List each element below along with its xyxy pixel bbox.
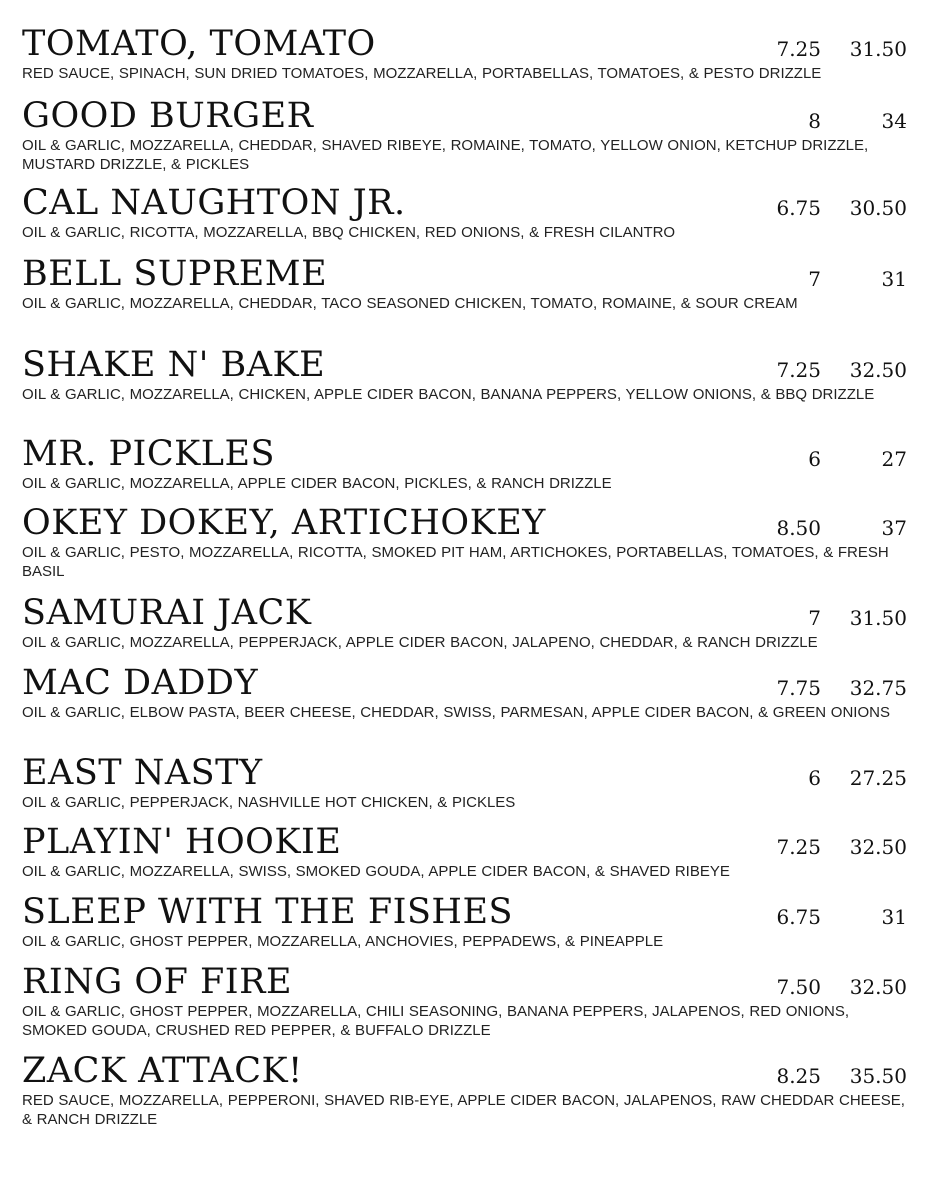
price-small: 7.50 <box>776 975 821 999</box>
menu-item <box>22 254 907 345</box>
menu-item <box>22 892 907 962</box>
price-large: 32.75 <box>849 676 907 700</box>
menu-item <box>22 962 907 1051</box>
item-description: OIL & GARLIC, GHOST PEPPER, MOZZARELLA, CHILI SEASONING, BANANA PEPPERS, JALAPENOS, RED ONIONS, SMOKED GOUDA, CRUSHED RED PEPPER, & BUFFALO DRIZZLE <box>22 1003 850 1039</box>
item-name: SAMURAI JACK <box>22 593 312 633</box>
menu-item <box>22 753 907 822</box>
price-large: 31 <box>881 905 907 929</box>
item-name: SLEEP WITH THE FISHES <box>22 892 513 932</box>
item-prices <box>761 517 907 539</box>
item-prices <box>761 836 907 858</box>
item-description: OIL & GARLIC, MOZZARELLA, CHICKEN, APPLE CIDER BACON, BANANA PEPPERS, YELLOW ONIONS, & BBQ DRIZZLE <box>22 386 875 403</box>
pizza-menu <box>22 24 907 1141</box>
item-description: OIL & GARLIC, MOZZARELLA, PEPPERJACK, APPLE CIDER BACON, JALAPENO, CHEDDAR, & RANCH DRIZZLE <box>22 634 818 651</box>
item-name: OKEY DOKEY, ARTICHOKEY <box>22 503 546 543</box>
menu-item <box>22 663 907 753</box>
price-small: 7.75 <box>776 676 821 700</box>
price-small: 8.25 <box>776 1064 821 1088</box>
price-large: 31 <box>881 267 907 291</box>
price-small: 7.25 <box>776 37 821 61</box>
item-prices <box>761 976 907 998</box>
item-prices <box>761 767 907 789</box>
item-description: RED SAUCE, SPINACH, SUN DRIED TOMATOES, MOZZARELLA, PORTABELLAS, TOMATOES, & PESTO DRIZZLE <box>22 65 822 82</box>
item-name: TOMATO, TOMATO <box>22 24 376 64</box>
item-description: OIL & GARLIC, RICOTTA, MOZZARELLA, BBQ CHICKEN, RED ONIONS, & FRESH CILANTRO <box>22 224 676 241</box>
menu-item <box>22 434 907 503</box>
price-large: 27.25 <box>849 766 907 790</box>
item-name: EAST NASTY <box>22 753 263 793</box>
price-small: 8.50 <box>776 516 821 540</box>
price-large: 30.50 <box>849 196 907 220</box>
price-small: 8 <box>808 109 821 133</box>
price-large: 32.50 <box>849 358 907 382</box>
item-name: MR. PICKLES <box>22 434 276 474</box>
menu-item <box>22 593 907 663</box>
menu-item <box>22 1051 907 1141</box>
price-large: 37 <box>881 516 907 540</box>
item-prices <box>761 359 907 381</box>
price-small: 7.25 <box>776 835 821 859</box>
item-description: RED SAUCE, MOZZARELLA, PEPPERONI, SHAVED RIB-EYE, APPLE CIDER BACON, JALAPENOS, RAW CHEDDAR CHEESE, & RANCH DRIZZLE <box>22 1092 905 1128</box>
item-prices <box>761 607 907 629</box>
item-prices <box>761 677 907 699</box>
price-small: 6.75 <box>776 196 821 220</box>
price-large: 32.50 <box>849 835 907 859</box>
price-small: 6 <box>808 766 821 790</box>
item-description: OIL & GARLIC, MOZZARELLA, SWISS, SMOKED GOUDA, APPLE CIDER BACON, & SHAVED RIBEYE <box>22 863 730 880</box>
item-description: OIL & GARLIC, MOZZARELLA, APPLE CIDER BACON, PICKLES, & RANCH DRIZZLE <box>22 475 612 492</box>
price-small: 6 <box>808 447 821 471</box>
item-name: PLAYIN' HOOKIE <box>22 822 342 862</box>
price-large: 27 <box>881 447 907 471</box>
price-small: 7 <box>808 267 821 291</box>
menu-item <box>22 822 907 892</box>
item-description: OIL & GARLIC, ELBOW PASTA, BEER CHEESE, CHEDDAR, SWISS, PARMESAN, APPLE CIDER BACON, & GREEN ONIONS <box>22 704 890 721</box>
menu-item <box>22 183 907 254</box>
menu-item <box>22 503 907 593</box>
price-large: 34 <box>881 109 907 133</box>
item-prices <box>761 110 907 132</box>
item-description: OIL & GARLIC, GHOST PEPPER, MOZZARELLA, ANCHOVIES, PEPPADEWS, & PINEAPPLE <box>22 933 664 950</box>
item-prices <box>761 906 907 928</box>
item-name: MAC DADDY <box>22 663 259 703</box>
item-prices <box>761 38 907 60</box>
item-prices <box>761 268 907 290</box>
item-name: GOOD BURGER <box>22 96 314 136</box>
item-prices <box>761 1065 907 1087</box>
price-small: 6.75 <box>776 905 821 929</box>
item-name: CAL NAUGHTON JR. <box>22 183 406 223</box>
item-name: ZACK ATTACK! <box>22 1051 303 1091</box>
price-large: 32.50 <box>849 975 907 999</box>
menu-item <box>22 345 907 434</box>
price-small: 7.25 <box>776 358 821 382</box>
item-name: SHAKE N' BAKE <box>22 345 326 385</box>
menu-item <box>22 24 907 96</box>
price-small: 7 <box>808 606 821 630</box>
item-description: OIL & GARLIC, PEPPERJACK, NASHVILLE HOT CHICKEN, & PICKLES <box>22 794 516 811</box>
item-description: OIL & GARLIC, MOZZARELLA, CHEDDAR, TACO SEASONED CHICKEN, TOMATO, ROMAINE, & SOUR CREAM <box>22 295 798 312</box>
item-description: OIL & GARLIC, PESTO, MOZZARELLA, RICOTTA, SMOKED PIT HAM, ARTICHOKES, PORTABELLAS, TOMATOES, & FRESH BASIL <box>22 544 889 580</box>
item-name: BELL SUPREME <box>22 254 328 294</box>
price-large: 31.50 <box>849 37 907 61</box>
item-prices <box>761 197 907 219</box>
item-description: OIL & GARLIC, MOZZARELLA, CHEDDAR, SHAVED RIBEYE, ROMAINE, TOMATO, YELLOW ONION, KETCHUP DRIZZLE, MUSTARD DRIZZLE, & PICKLES <box>22 137 869 173</box>
price-large: 35.50 <box>849 1064 907 1088</box>
price-large: 31.50 <box>849 606 907 630</box>
menu-item <box>22 96 907 183</box>
item-name: RING OF FIRE <box>22 962 293 1002</box>
item-prices <box>761 448 907 470</box>
